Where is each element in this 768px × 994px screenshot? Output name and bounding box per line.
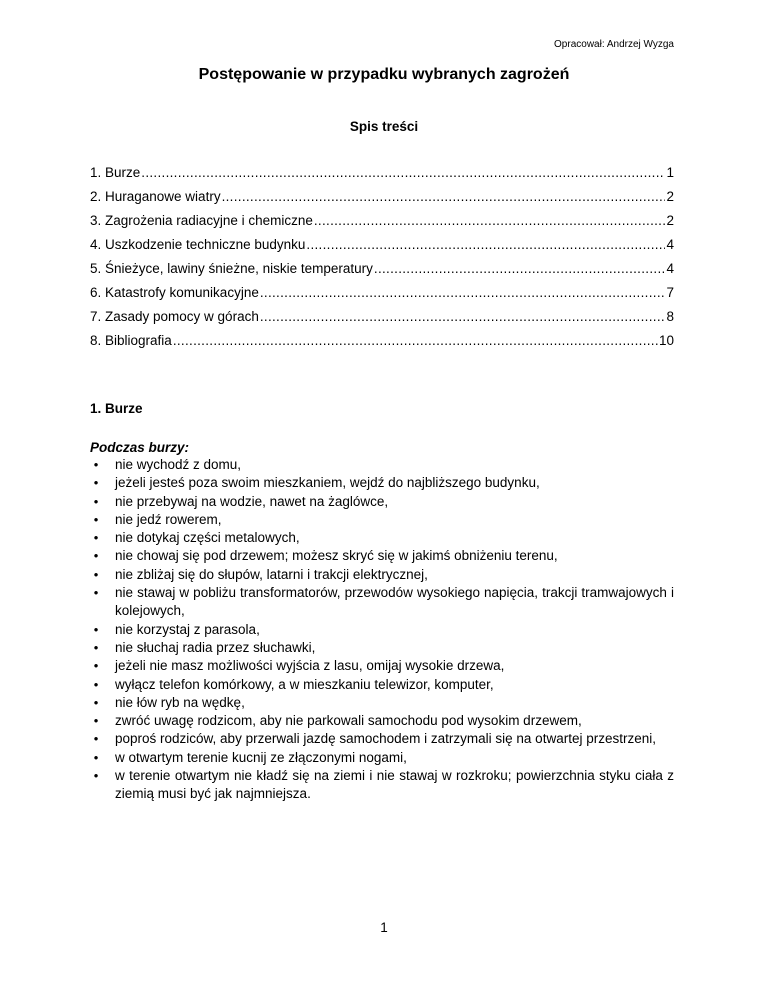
bullet-icon: • [93, 749, 99, 765]
toc-dot-leader [260, 309, 666, 325]
list-item [90, 566, 674, 584]
bullet-icon: • [93, 548, 99, 564]
toc-item[interactable] [90, 261, 674, 285]
bullet-icon: • [93, 658, 99, 674]
bullet-icon: • [93, 585, 99, 601]
toc-item-label: 5. Śnieżyce, lawiny śnieżne, niskie temperatury [90, 261, 373, 276]
bullet-icon: • [93, 530, 99, 546]
toc-item-page: 10 [658, 333, 674, 348]
list-item [90, 529, 674, 547]
toc-item[interactable] [90, 333, 674, 357]
toc-item-page: 4 [666, 237, 674, 252]
toc-dot-leader [314, 213, 666, 229]
bullet-icon: • [93, 621, 99, 637]
list-item [90, 493, 674, 511]
toc-item-label: 3. Zagrożenia radiacyjne i chemiczne [90, 213, 313, 228]
list-item [90, 547, 674, 565]
toc-item-label: 8. Bibliografia [90, 333, 172, 348]
list-item [90, 474, 674, 492]
toc-item-page: 1 [666, 165, 674, 180]
list-item [90, 584, 674, 621]
list-item-text: jeżeli nie masz możliwości wyjścia z lasu, omijaj wysokie drzewa, [115, 658, 505, 674]
toc-item-page: 4 [666, 261, 674, 276]
bullet-icon: • [93, 731, 99, 747]
list-item [90, 749, 674, 767]
list-item [90, 456, 674, 474]
table-of-contents [90, 165, 674, 357]
toc-item[interactable] [90, 309, 674, 333]
list-item-text: nie wychodź z domu, [115, 457, 242, 472]
toc-dot-leader [141, 165, 665, 181]
bullet-list [90, 456, 674, 804]
toc-item[interactable] [90, 165, 674, 189]
toc-dot-leader [306, 237, 665, 253]
toc-item-page: 2 [666, 189, 674, 204]
toc-item[interactable] [90, 213, 674, 237]
list-item [90, 767, 674, 804]
list-item [90, 676, 674, 694]
list-item [90, 730, 674, 748]
page-number: 1 [380, 920, 388, 935]
list-item [90, 621, 674, 639]
list-item-text: nie chowaj się pod drzewem; możesz skryć się w jakimś obniżeniu terenu, [115, 548, 558, 564]
toc-item-label: 2. Huraganowe wiatry [90, 189, 221, 204]
list-item-text: nie zbliżaj się do słupów, latarni i trakcji elektrycznej, [115, 566, 428, 582]
list-item-text: jeżeli jesteś poza swoim mieszkaniem, wejdź do najbliższego budynku, [115, 475, 540, 491]
author-note: Opracował: Andrzej Wyzga [554, 39, 674, 50]
toc-dot-leader [374, 261, 666, 277]
toc-item-label: 1. Burze [90, 165, 141, 180]
toc-item[interactable] [90, 189, 674, 213]
bullet-icon: • [93, 457, 99, 472]
bullet-icon: • [93, 768, 99, 784]
list-item-text: nie przebywaj na wodzie, nawet na żaglówce, [115, 493, 389, 509]
list-item-text: nie stawaj w pobliżu transformatorów, przewodów wysokiego napięcia, trakcji tramwajowych i kolejowych, [115, 585, 674, 619]
list-item [90, 657, 674, 675]
toc-item-label: 7. Zasady pomocy w górach [90, 309, 259, 324]
list-item-text: zwróć uwagę rodzicom, aby nie parkowali samochodu pod wysokim drzewem, [115, 713, 582, 729]
toc-item[interactable] [90, 237, 674, 261]
toc-item-label: 6. Katastrofy komunikacyjne [90, 285, 259, 300]
bullet-icon: • [93, 493, 99, 509]
section-subheading: Podczas burzy: [90, 440, 190, 455]
list-item-text: w otwartym terenie kucnij ze złączonymi nogami, [115, 749, 407, 765]
list-item [90, 639, 674, 657]
list-item-text: nie korzystaj z parasola, [115, 621, 260, 637]
bullet-icon: • [93, 639, 99, 655]
toc-item-page: 2 [666, 213, 674, 228]
bullet-icon: • [93, 566, 99, 582]
document-title: Postępowanie w przypadku wybranych zagrożeń [198, 66, 570, 83]
list-item [90, 694, 674, 712]
list-item [90, 712, 674, 730]
list-item-text: nie jedź rowerem, [115, 511, 222, 527]
toc-dot-leader [173, 333, 658, 349]
toc-dot-leader [260, 285, 666, 301]
toc-item-page: 8 [666, 309, 674, 324]
bullet-icon: • [93, 475, 99, 491]
list-item-text: nie dotykaj części metalowych, [115, 530, 300, 546]
bullet-icon: • [93, 676, 99, 692]
toc-item-label: 4. Uszkodzenie techniczne budynku [90, 237, 306, 252]
list-item [90, 511, 674, 529]
toc-heading: Spis treści [349, 119, 419, 134]
list-item-text: w terenie otwartym nie kładź się na ziemi i nie stawaj w rozkroku; powierzchnia styku ciała z ziemią musi być jak najmniejsza. [115, 768, 674, 802]
bullet-icon: • [93, 511, 99, 527]
list-item-text: nie łów ryb na wędkę, [115, 694, 245, 710]
list-item-text: wyłącz telefon komórkowy, a w mieszkaniu telewizor, komputer, [115, 676, 494, 692]
toc-item[interactable] [90, 285, 674, 309]
section-heading: 1. Burze [90, 401, 143, 416]
list-item-text: poproś rodziców, aby przerwali jazdę samochodem i zatrzymali się na otwartej przestrzeni, [115, 731, 656, 747]
toc-item-page: 7 [666, 285, 674, 300]
bullet-icon: • [93, 694, 99, 710]
bullet-icon: • [93, 713, 99, 729]
toc-dot-leader [222, 189, 666, 205]
list-item-text: nie słuchaj radia przez słuchawki, [115, 639, 316, 655]
